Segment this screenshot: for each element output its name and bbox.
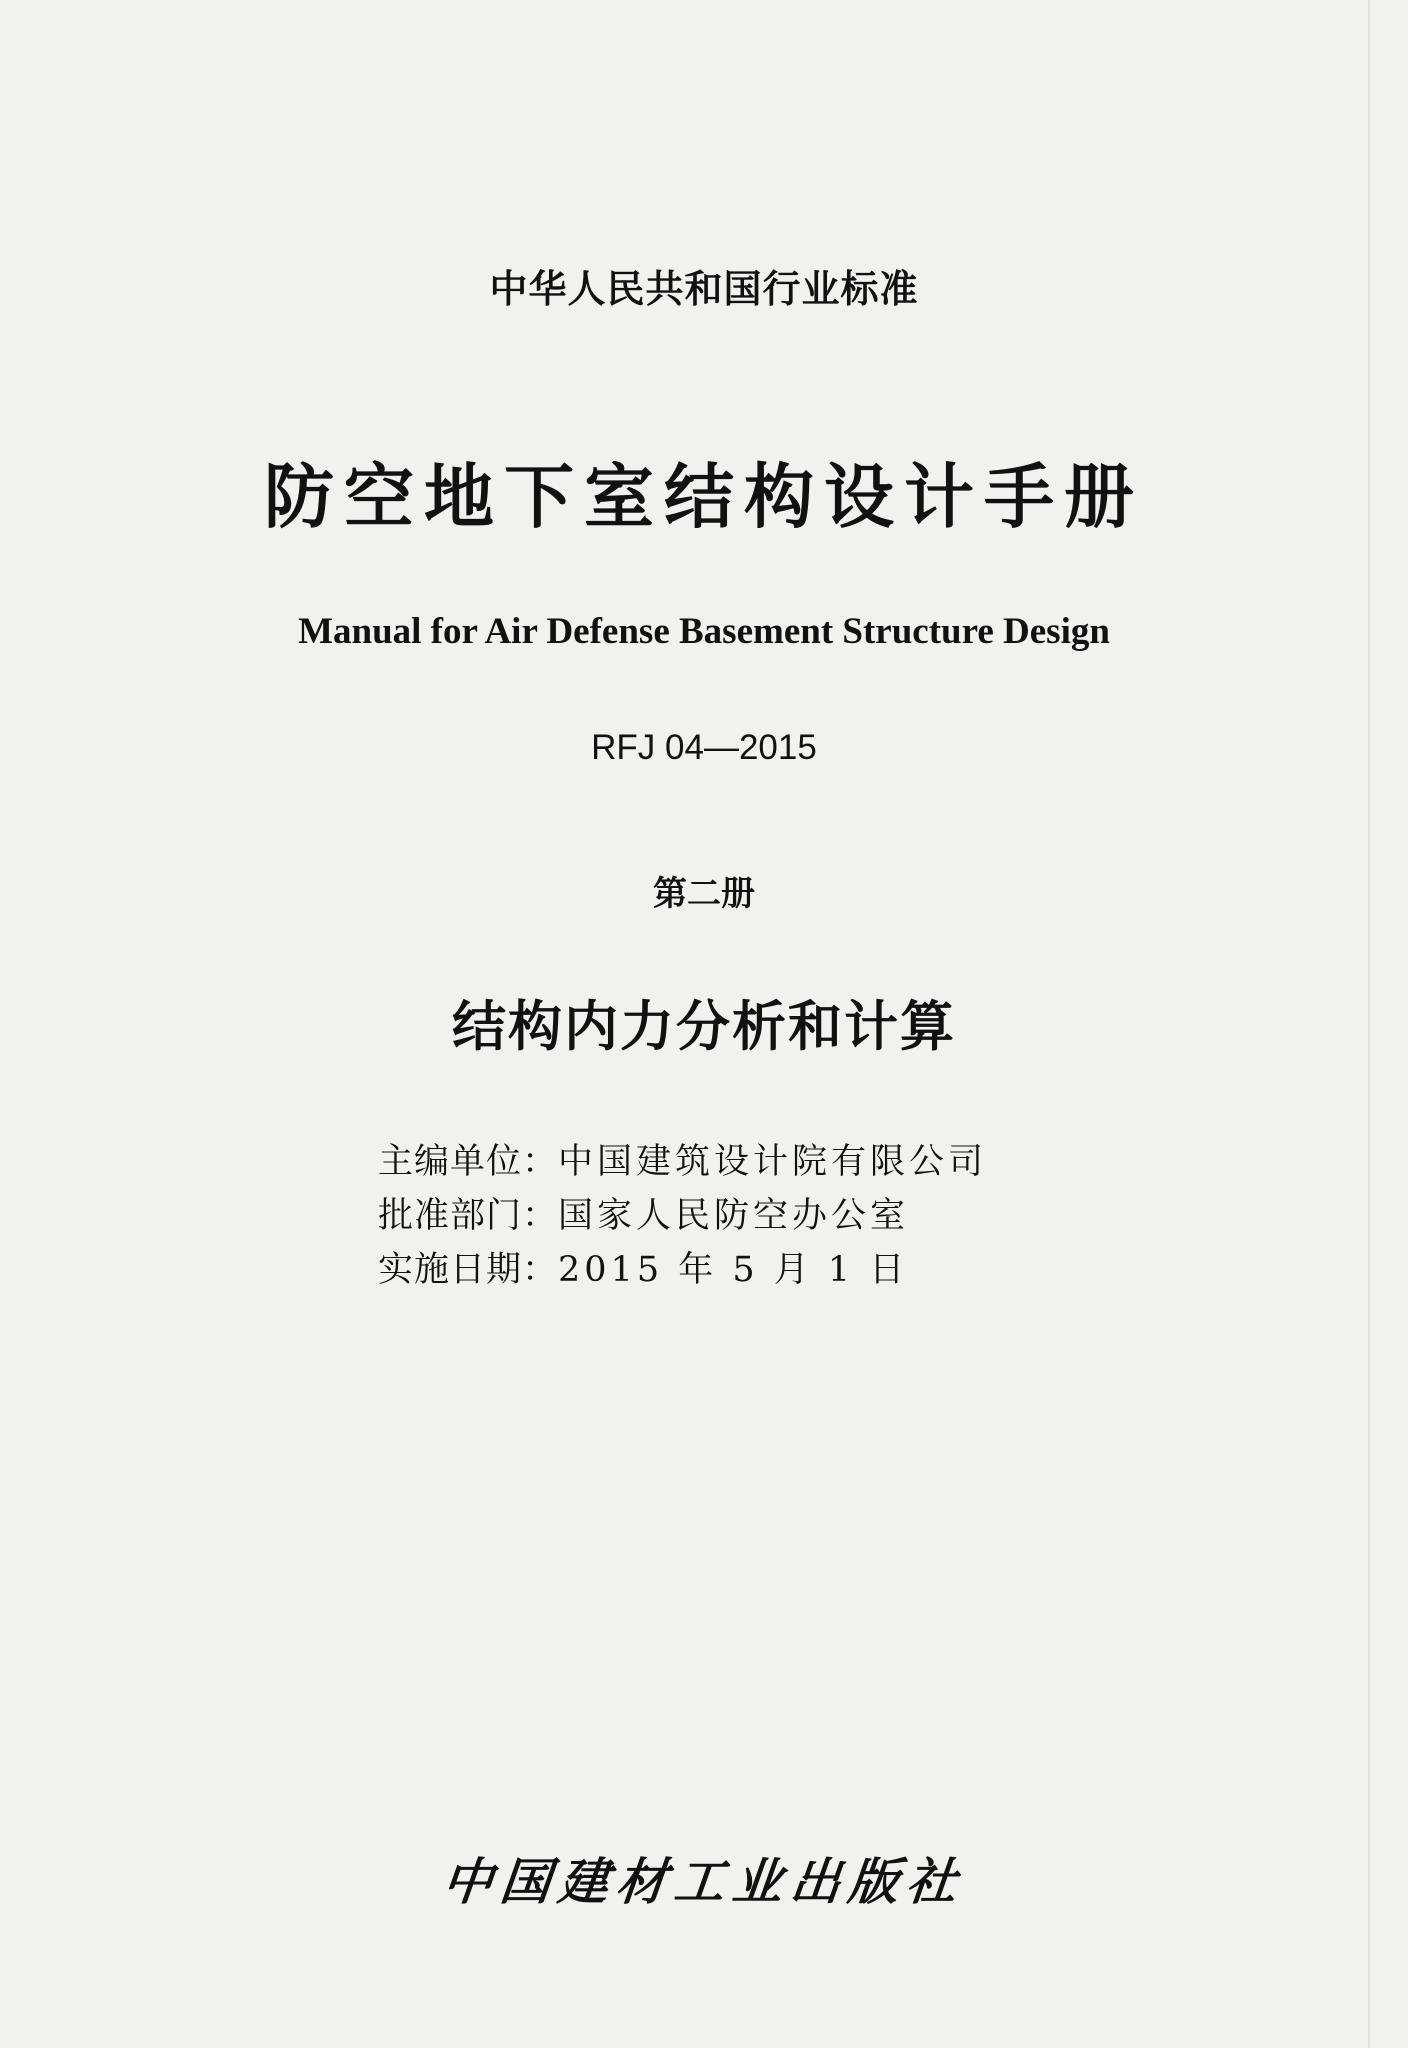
approval-department-row (378, 1189, 987, 1243)
main-title-english: Manual for Air Defense Basement Structure Design (298, 611, 1110, 652)
main-title-chinese: 防空地下室结构设计手册 (264, 456, 1144, 538)
chief-editor-row (378, 1135, 987, 1189)
standard-code: RFJ 04—2015 (591, 728, 817, 767)
publisher-name: 中国建材工业出版社 (439, 1852, 968, 1911)
info-label: 实施日期： (378, 1250, 559, 1290)
info-value: 中国建筑设计院有限公司 (558, 1142, 988, 1182)
info-label: 主编单位： (378, 1142, 559, 1182)
info-value: 2015 年 5 月 1 日 (558, 1250, 909, 1290)
info-label: 批准部门： (378, 1196, 559, 1236)
volume-subtitle: 结构内力分析和计算 (452, 994, 956, 1058)
publication-info (378, 1135, 987, 1297)
info-value: 国家人民防空办公室 (558, 1196, 910, 1236)
standard-series: 中华人民共和国行业标准 (489, 266, 919, 311)
effective-date-row (378, 1243, 987, 1297)
volume-label: 第二册 (653, 874, 755, 914)
